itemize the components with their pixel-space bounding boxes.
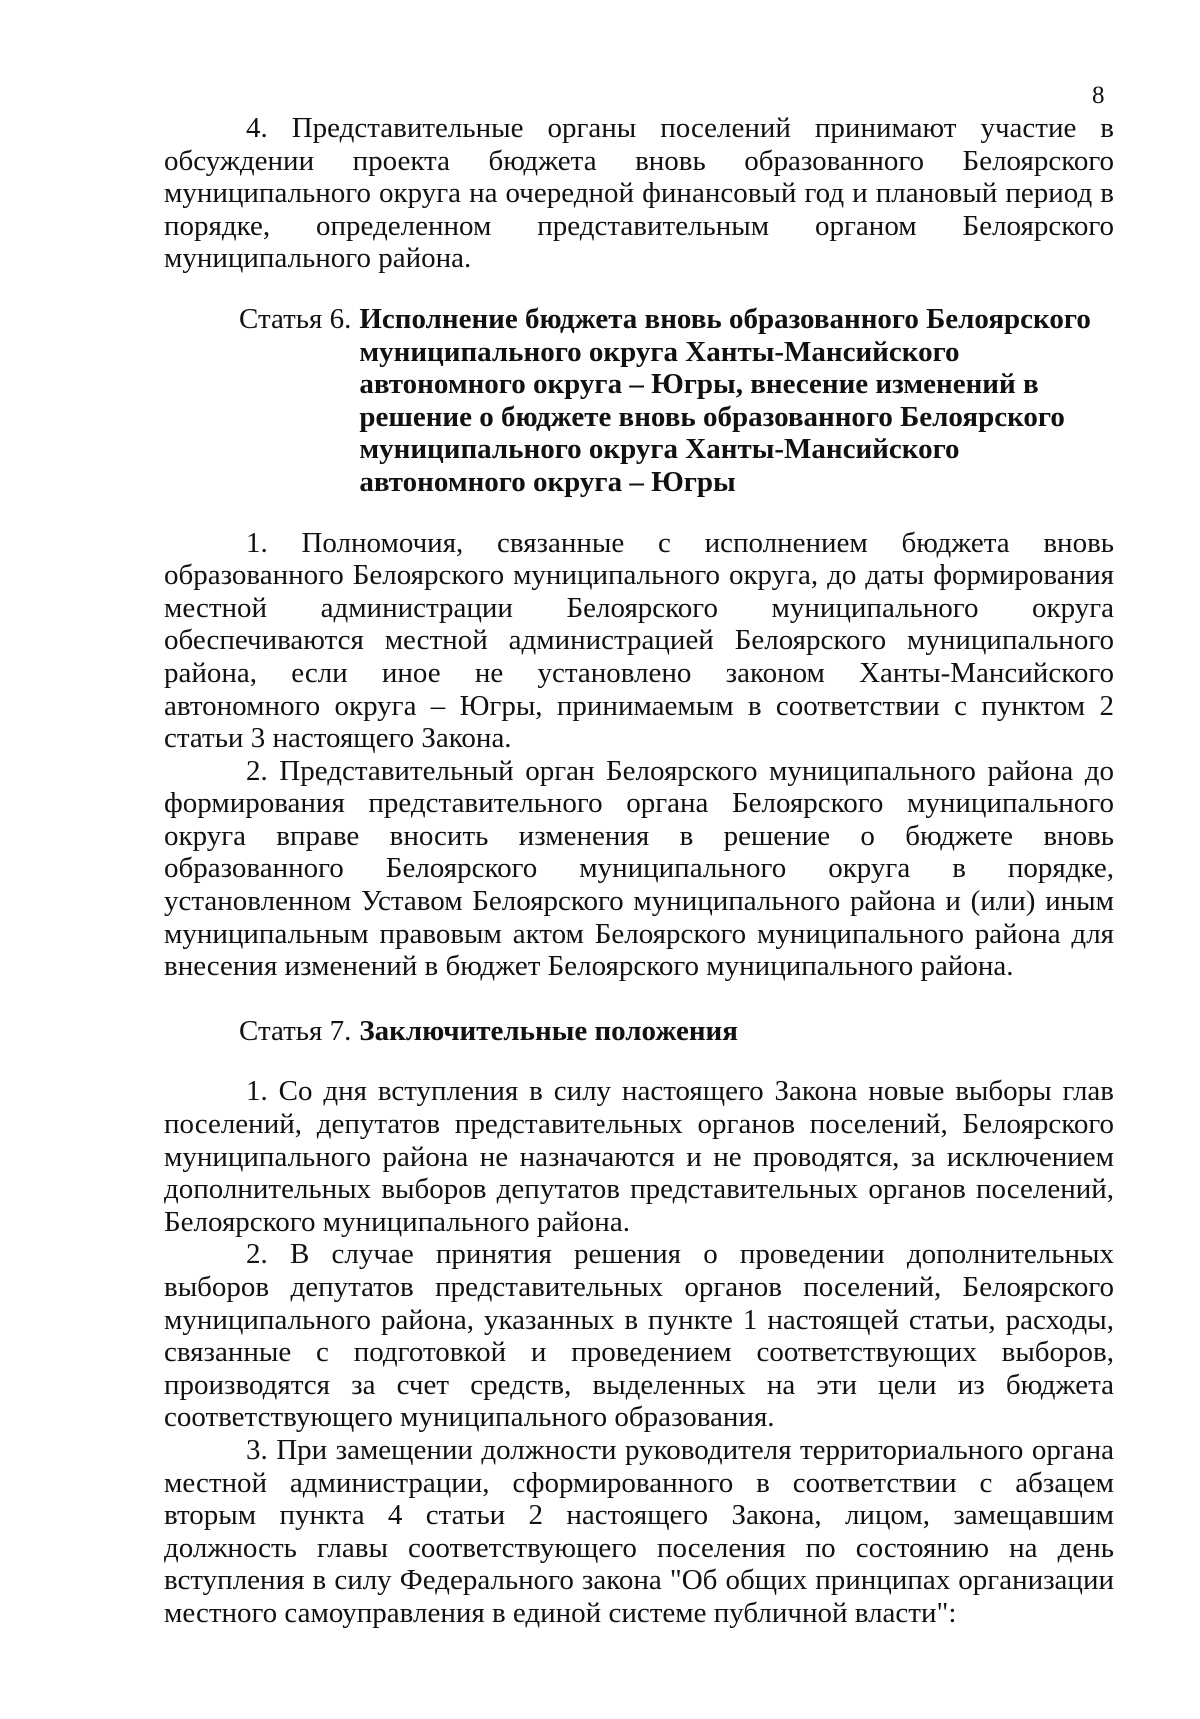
article-7-body [164, 1075, 1114, 1629]
article-6-heading [164, 303, 1114, 499]
article-7-paragraph-3: 3. При замещении должности руководителя территориального органа местной администрации, сформированного в соответствии с абзацем вторым пункта 4 статьи 2 настоящего Закона, лицом, замещавшим должность главы соответствующего поселения по состоянию на день вступления в силу Федерального закона "Об общих принципах организации местного самоуправления в единой системе публичной власти": [164, 1433, 1114, 1629]
document-body [164, 112, 1114, 1630]
article-7-label: Статья 7. [239, 1014, 352, 1047]
article-7-paragraph-1: 1. Со дня вступления в силу настоящего Закона новые выборы глав поселений, депутатов представительных органов поселений, Белоярского муниципального района не назначаются и не проводятся, за исключением дополнительных выборов депутатов представительных органов поселений, Белоярского муниципального района. [164, 1075, 1114, 1238]
article-7-title: Заключительные положения [359, 1014, 738, 1047]
article-6-title: Исполнение бюджета вновь образованного Белоярского муниципального округа Ханты-Мансийского автономного округа – Югры, внесение изменений в решение о бюджете вновь образованного Белоярского муниципального округа Ханты-Мансийского автономного округа – Югры [359, 302, 1091, 498]
article-7-heading [164, 1015, 1114, 1048]
article-6-paragraph-2: 2. Представительный орган Белоярского муниципального района до формирования представительного органа Белоярского муниципального округа вправе вносить изменения в решение о бюджете вновь образованного Белоярского муниципального округа в порядке, установленном Уставом Белоярского муниципального района и (или) иным муниципальным правовым актом Белоярского муниципального района для внесения изменений в бюджет Белоярского муниципального района. [164, 754, 1114, 983]
article-6-label: Статья 6. [239, 302, 352, 335]
article-6-paragraph-1: 1. Полномочия, связанные с исполнением бюджета вновь образованного Белоярского муниципального округа, до даты формирования местной администрации Белоярского муниципального округа обеспечиваются местной администрацией Белоярского муниципального района, если иное не установлено законом Ханты-Мансийского автономного округа – Югры, принимаемым в соответствии с пунктом 2 статьи 3 настоящего Закона. [164, 526, 1114, 755]
article-7-paragraph-2: 2. В случае принятия решения о проведении дополнительных выборов депутатов представительных органов поселений, Белоярского муниципального района, указанных в пункте 1 настоящей статьи, расходы, связанные с подготовкой и проведением соответствующих выборов, производятся за счет средств, выделенных на эти цели из бюджета соответствующего муниципального образования. [164, 1238, 1114, 1434]
page-number: 8 [1092, 82, 1105, 109]
article-6-body [164, 527, 1114, 983]
paragraph-article5-item4: 4. Представительные органы поселений принимают участие в обсуждении проекта бюджета вновь образованного Белоярского муниципального округа на очередной финансовый год и плановый период в порядке, определенном представительным органом Белоярского муниципального района. [164, 112, 1114, 275]
